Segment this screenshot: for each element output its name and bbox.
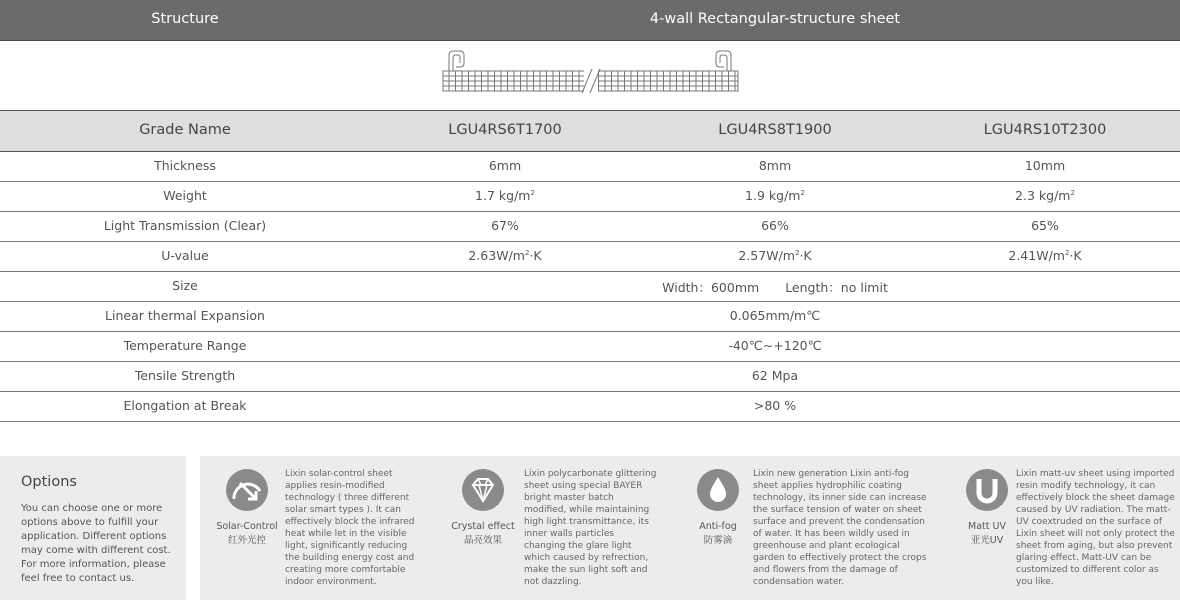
structure-label: Structure <box>151 11 219 27</box>
row-label: Weight <box>163 188 207 203</box>
cell-value: 0.065mm/m℃ <box>729 308 821 323</box>
weight-exponent: 2 <box>1070 189 1075 197</box>
feature-label <box>214 520 280 548</box>
cell-value: 8mm <box>758 158 792 173</box>
tensile-strength-row <box>0 361 1180 392</box>
sheet-title: 4-wall Rectangular-structure sheet <box>649 11 901 27</box>
cell-value <box>910 188 1180 203</box>
u-value: 2.63W/m <box>468 248 525 263</box>
row-label: Linear thermal Expansion <box>105 308 265 323</box>
cell-value: >80 % <box>753 398 797 413</box>
feature-label <box>448 520 518 548</box>
u-value: 2.41W/m <box>1008 248 1065 263</box>
cell-value <box>910 248 1180 263</box>
cell-value: 6mm <box>488 158 522 173</box>
feature-label-cn: 亚光UV <box>970 535 1004 546</box>
cell-value: 10mm <box>1024 158 1066 173</box>
feature-label <box>686 520 750 548</box>
grade-name-row <box>0 110 1180 152</box>
cell-value <box>640 188 910 203</box>
u-value-unit: ·K <box>799 248 812 263</box>
row-label: Elongation at Break <box>123 398 247 413</box>
water-drop-icon <box>697 469 739 511</box>
size-row <box>0 271 1180 302</box>
u-value-unit: ·K <box>1069 248 1082 263</box>
feature-description: Lixin matt-uv sheet using imported resin modify technology, it can effectively block the sheet damage caused by UV radiation. The matt-UV coextruded on the surface of Lixin sheet will not only protect the sheet from aging, but also prevent glaring effect. Matt-UV can be customized to different color as you like. <box>1016 469 1175 587</box>
feature-label-en: Crystal effect <box>451 521 515 532</box>
table-header <box>0 0 1180 41</box>
cell-value <box>370 248 640 263</box>
row-label: Thickness <box>154 158 216 173</box>
features-panel <box>200 456 1180 600</box>
weight-value: 2.3 kg/m <box>1015 188 1071 203</box>
feature-label-cn: 晶亮效果 <box>463 535 502 546</box>
structure-cross-section-icon <box>0 41 1180 110</box>
cell-value: 65% <box>1031 218 1059 233</box>
size-value <box>370 278 1180 296</box>
grade-2: LGU4RS8T1900 <box>718 122 832 138</box>
cell-value: 67% <box>491 218 519 233</box>
u-value-exponent: 2 <box>524 249 530 257</box>
cell-value <box>640 248 910 263</box>
weight-row <box>0 181 1180 212</box>
feature-label <box>956 520 1018 548</box>
row-label: U-value <box>161 248 209 263</box>
weight-value: 1.7 kg/m <box>475 188 531 203</box>
feature-label-en: Matt UV <box>968 521 1006 532</box>
light-transmission-row <box>0 211 1180 242</box>
feature-label-cn: 防雾滴 <box>703 535 733 546</box>
thickness-row <box>0 151 1180 182</box>
cell-value: 66% <box>761 218 789 233</box>
uv-shield-icon <box>966 469 1008 511</box>
feature-label-cn: 红外光控 <box>227 535 266 546</box>
solar-control-icon <box>226 469 268 511</box>
feature-description: Lixin polycarbonate glittering sheet using special BAYER bright master batch modified, while maintaining high light transmittance, its inner walls particles changing the glare light which caused by refrection, make the sun light soft and not dazzling. <box>524 469 657 587</box>
options-panel <box>0 456 186 600</box>
row-label: Size <box>172 278 198 293</box>
temperature-range-row <box>0 331 1180 362</box>
thermal-expansion-row <box>0 301 1180 332</box>
feature-description: Lixin solar-control sheet applies resin-modified technology ( three different solar smart types ). It can effectively block the infrared heat while let in the visible light, significantly reducing the building energy cost and creating more comfortable indoor environment. <box>285 469 415 587</box>
u-value-exponent: 2 <box>1064 249 1070 257</box>
cell-value: 62 Mpa <box>751 368 799 383</box>
crystal-diamond-icon <box>462 469 504 511</box>
row-label: Tensile Strength <box>134 368 236 383</box>
u-value: 2.57W/m <box>738 248 795 263</box>
options-text: You can choose one or more options above to fulfill your application. Different options may come with different cost. For more information, please feel free to contact us. <box>21 503 171 584</box>
grade-3: LGU4RS10T2300 <box>983 122 1107 138</box>
options-title: Options <box>21 474 77 490</box>
elongation-row <box>0 391 1180 422</box>
feature-label-en: Anti-fog <box>699 521 737 532</box>
structure-diagram <box>0 41 1180 110</box>
cell-value: -40℃~+120℃ <box>728 338 822 353</box>
row-label: Temperature Range <box>123 338 247 353</box>
grade-1: LGU4RS6T1700 <box>448 122 562 138</box>
weight-exponent: 2 <box>800 189 805 197</box>
weight-value: 1.9 kg/m <box>745 188 801 203</box>
feature-label-en: Solar-Control <box>216 521 278 532</box>
weight-exponent: 2 <box>530 189 535 197</box>
u-value-exponent: 2 <box>794 249 800 257</box>
u-value-unit: ·K <box>529 248 542 263</box>
cell-value <box>370 188 640 203</box>
u-value-row <box>0 241 1180 272</box>
size-length: Length：no limit <box>785 280 888 295</box>
feature-description: Lixin new generation Lixin anti-fog sheet applies hydrophilic coating technology, its inner side can increase the surface tension of water on sheet surface and prevent the condensation of water. It has been wildly used in greenhouse and plant ecological garden to effectively protect the crops and flowers from the damage of condensation water. <box>753 469 927 587</box>
grade-name-label: Grade Name <box>139 122 231 138</box>
row-label: Light Transmission (Clear) <box>103 218 267 233</box>
size-width: Width：600mm <box>662 280 760 295</box>
